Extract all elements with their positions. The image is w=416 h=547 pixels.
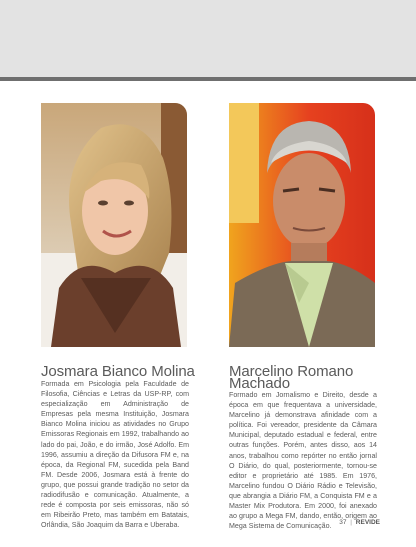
portrait-photo-marcelino xyxy=(229,103,375,347)
portrait-photo-josmara xyxy=(41,103,187,347)
header-band xyxy=(0,0,416,80)
footer-separator: | xyxy=(350,519,352,526)
magazine-name: REVIDE xyxy=(355,519,380,526)
profile-name-josmara: Josmara Bianco Molina xyxy=(41,363,195,380)
profile-name-marcelino: Marcelino Romano Machado xyxy=(229,363,354,392)
profile-bio-josmara: Formada em Psicologia pela Faculdade de Filosofia, Ciências e Letras da USP-RP, com especialização em Administração de Empresas pela mesma Instituição, Josmara Bianco Molina iniciou as atividades no Grupo Emissoras Regionais em 1992, trabalhando ao lado do pai, João, e do irmão, José Adolfo. Em 1996, assumiu a direção da Difusora FM e, na época, da Regional FM, sucedida pela Band FM. Desde 2006, Josmara está à frente do grupo, que possui grande tradição no setor da radiodifusão e comunicação. Atualmente, a rede é composta por seis emissoras, não só em Ribeirão Preto, mas também em Batatais, Orlândia, São Joaquim da Barra e Uberaba. xyxy=(41,380,189,530)
page-number: 37 xyxy=(339,519,347,526)
profile-bio-marcelino: Formado em Jornalismo e Direito, desde a época em que frequentava a universidade, Marcelino já demonstrava afinidade com a política. Foi vereador, presidente da Câmara Municipal, deputado estadual e federal, entre outras funções. Porém, antes disso, aos 14 anos, trabalhou como repórter no então jornal O Diário, do qual, posteriormente, tornou-se editor e proprietário até 1985. Em 1976, Marcelino fundou O Diário Rádio e Televisão, que abrangia a Diário FM, a Conquista FM e a Master Mix Produtora. Em 2000, foi anexado ao grupo a Mega FM, dando, então, origem ao Mega Sistema de Comunicação. xyxy=(229,391,377,531)
header-rule xyxy=(0,77,416,81)
page-footer xyxy=(339,519,380,526)
